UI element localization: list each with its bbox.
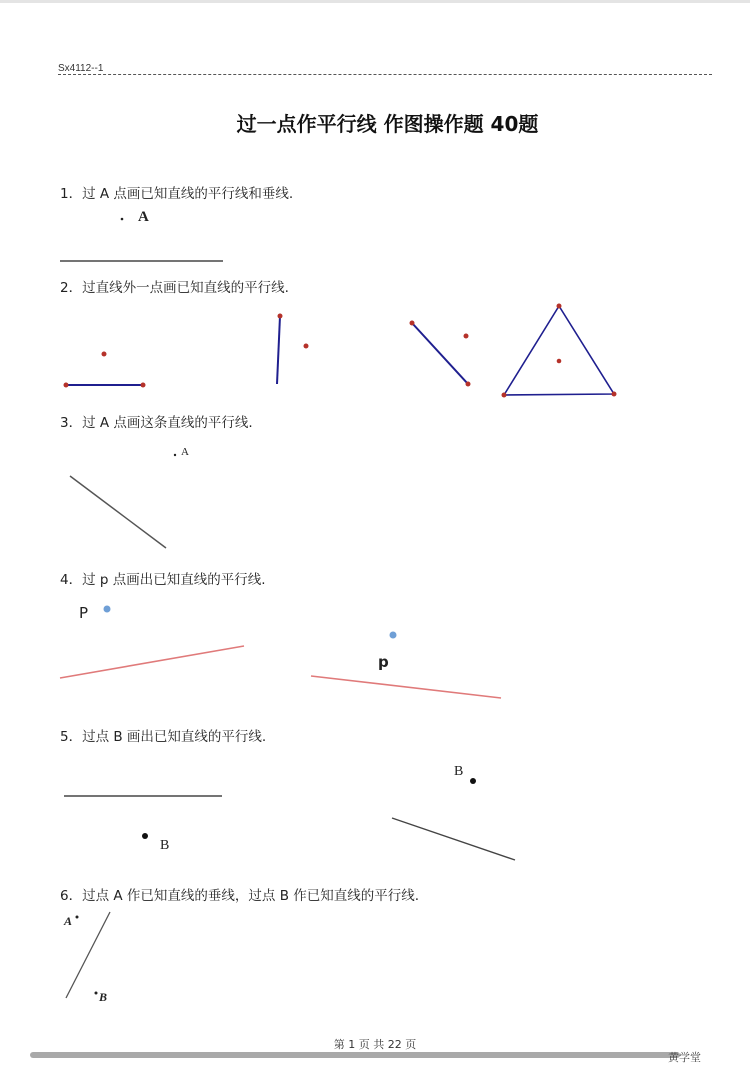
given-line <box>66 912 110 998</box>
question-5: 5．过点 B 画出已知直线的平行线. <box>60 729 267 745</box>
question-6: 6．过点 A 作已知直线的垂线，过点 B 作已知直线的平行线. <box>60 888 420 904</box>
label-b: B <box>99 990 108 1004</box>
segment-3 <box>412 323 468 384</box>
page-title: 过一点作平行线 作图操作题 40题 <box>236 112 539 136</box>
figure-q5 <box>64 764 515 860</box>
point-a <box>174 454 176 456</box>
given-line <box>70 476 166 548</box>
brand-watermark: 黄学堂 <box>668 1051 701 1064</box>
vertex <box>557 304 562 309</box>
point-p1 <box>104 606 111 613</box>
given-line-2 <box>311 676 501 698</box>
point <box>102 352 107 357</box>
label-p1: P <box>79 604 89 622</box>
segment-2 <box>277 316 280 384</box>
vertex <box>502 393 507 398</box>
figure-q1 <box>60 209 223 261</box>
figure-q2 <box>64 304 617 398</box>
point-a <box>121 218 124 221</box>
label-p2: p <box>378 653 389 671</box>
endpoint <box>410 321 415 326</box>
label-a: A <box>181 446 189 458</box>
figure-q3 <box>70 446 189 548</box>
figure-q4 <box>60 604 501 698</box>
question-3: 3．过 A 点画这条直线的平行线. <box>60 415 253 431</box>
label-b2: B <box>454 764 464 779</box>
endpoint <box>141 383 146 388</box>
triangle <box>504 306 614 395</box>
point-b <box>95 992 98 995</box>
endpoint <box>64 383 69 388</box>
point-p2 <box>390 632 397 639</box>
vertex <box>612 392 617 397</box>
point-b1 <box>142 833 148 839</box>
label-a: A <box>64 914 73 928</box>
point <box>464 334 469 339</box>
endpoint <box>278 314 283 319</box>
figure-q6 <box>63 912 110 1004</box>
point-b2 <box>470 778 476 784</box>
question-4: 4．过 p 点画出已知直线的平行线. <box>60 572 266 588</box>
header-code: Sx4112--1 <box>58 63 104 74</box>
page-number: 第 1 页 共 22 页 <box>333 1038 417 1051</box>
given-line-1 <box>60 646 244 678</box>
label-a: A <box>138 209 149 225</box>
endpoint <box>466 382 471 387</box>
given-line-2 <box>392 818 515 860</box>
point <box>304 344 309 349</box>
point <box>557 359 562 364</box>
point-a <box>76 916 79 919</box>
question-2: 2．过直线外一点画已知直线的平行线. <box>60 280 289 296</box>
label-b1: B <box>160 838 170 853</box>
horizontal-scrollbar[interactable] <box>30 1052 680 1058</box>
question-1: 1．过 A 点画已知直线的平行线和垂线. <box>60 186 294 202</box>
